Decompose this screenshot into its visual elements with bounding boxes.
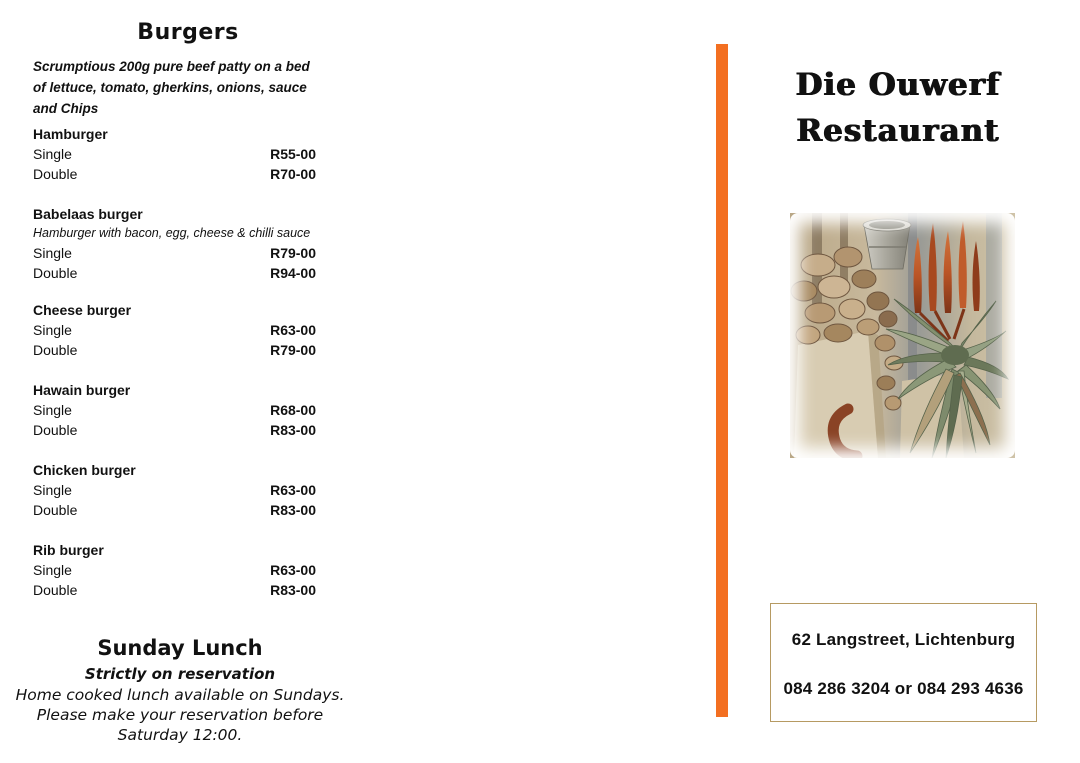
sunday-lunch-title: Sunday Lunch (97, 636, 263, 660)
item-name: Babelaas burger (33, 206, 143, 222)
item-name: Hamburger (33, 126, 108, 142)
aloe-painting (790, 213, 1015, 458)
price-row (33, 480, 316, 500)
contact-info-box (770, 603, 1037, 722)
item-name: Rib burger (33, 542, 104, 558)
price-row (33, 144, 316, 164)
phone-text: 084 286 3204 or 084 293 4636 (783, 679, 1024, 698)
price-value: R63-00 (270, 562, 316, 578)
size-label: Single (33, 245, 72, 261)
size-label: Double (33, 265, 78, 281)
price-value: R79-00 (270, 342, 316, 358)
item-name: Cheese burger (33, 302, 132, 318)
address-text: 62 Langstreet, Lichtenburg (791, 630, 1016, 649)
price-row (33, 243, 316, 263)
price-row (33, 580, 316, 600)
price-value: R83-00 (270, 422, 316, 438)
menu-item-cheese-burger (33, 300, 316, 360)
sunday-lunch-subtitle: Strictly on reservation (84, 665, 276, 683)
size-label: Single (33, 402, 72, 418)
price-value: R94-00 (270, 265, 316, 281)
menu-item-hamburger (33, 124, 316, 184)
price-row (33, 400, 316, 420)
size-label: Double (33, 422, 78, 438)
price-row (33, 560, 316, 580)
size-label: Single (33, 482, 72, 498)
menu-title: Burgers (137, 20, 239, 45)
price-row (33, 263, 316, 283)
price-value: R63-00 (270, 482, 316, 498)
size-label: Single (33, 322, 72, 338)
fold-divider-bar (716, 44, 728, 717)
price-row (33, 320, 316, 340)
item-name: Hawain burger (33, 382, 131, 398)
price-row (33, 420, 316, 440)
size-label: Double (33, 342, 78, 358)
size-label: Double (33, 502, 78, 518)
sunday-lunch-line: Saturday 12:00. (117, 726, 243, 744)
sunday-lunch-section (5, 634, 355, 745)
size-label: Double (33, 166, 78, 182)
size-label: Single (33, 146, 72, 162)
price-row (33, 500, 316, 520)
price-value: R68-00 (270, 402, 316, 418)
price-value: R63-00 (270, 322, 316, 338)
price-value: R55-00 (270, 146, 316, 162)
item-name: Chicken burger (33, 462, 136, 478)
menu-item-hawain-burger (33, 380, 316, 440)
menu-item-rib-burger (33, 540, 316, 600)
menu-item-chicken-burger (33, 460, 316, 520)
price-value: R83-00 (270, 502, 316, 518)
price-row (33, 164, 316, 184)
price-value: R83-00 (270, 582, 316, 598)
sunday-lunch-line: Please make your reservation before (36, 706, 324, 724)
price-row (33, 340, 316, 360)
size-label: Single (33, 562, 72, 578)
restaurant-name-line2: Restaurant (796, 113, 1000, 149)
size-label: Double (33, 582, 78, 598)
price-value: R70-00 (270, 166, 316, 182)
restaurant-name (732, 62, 1064, 154)
price-value: R79-00 (270, 245, 316, 261)
menu-item-babelaas-burger (33, 204, 316, 283)
sunday-lunch-line: Home cooked lunch available on Sundays. (15, 686, 345, 704)
item-note: Hamburger with bacon, egg, cheese & chilli sauce (33, 226, 311, 240)
restaurant-name-line1: Die Ouwerf (795, 67, 1001, 103)
menu-description: Scrumptious 200g pure beef patty on a bed of lettuce, tomato, gherkins, onions, sauce and Chips (33, 59, 310, 116)
